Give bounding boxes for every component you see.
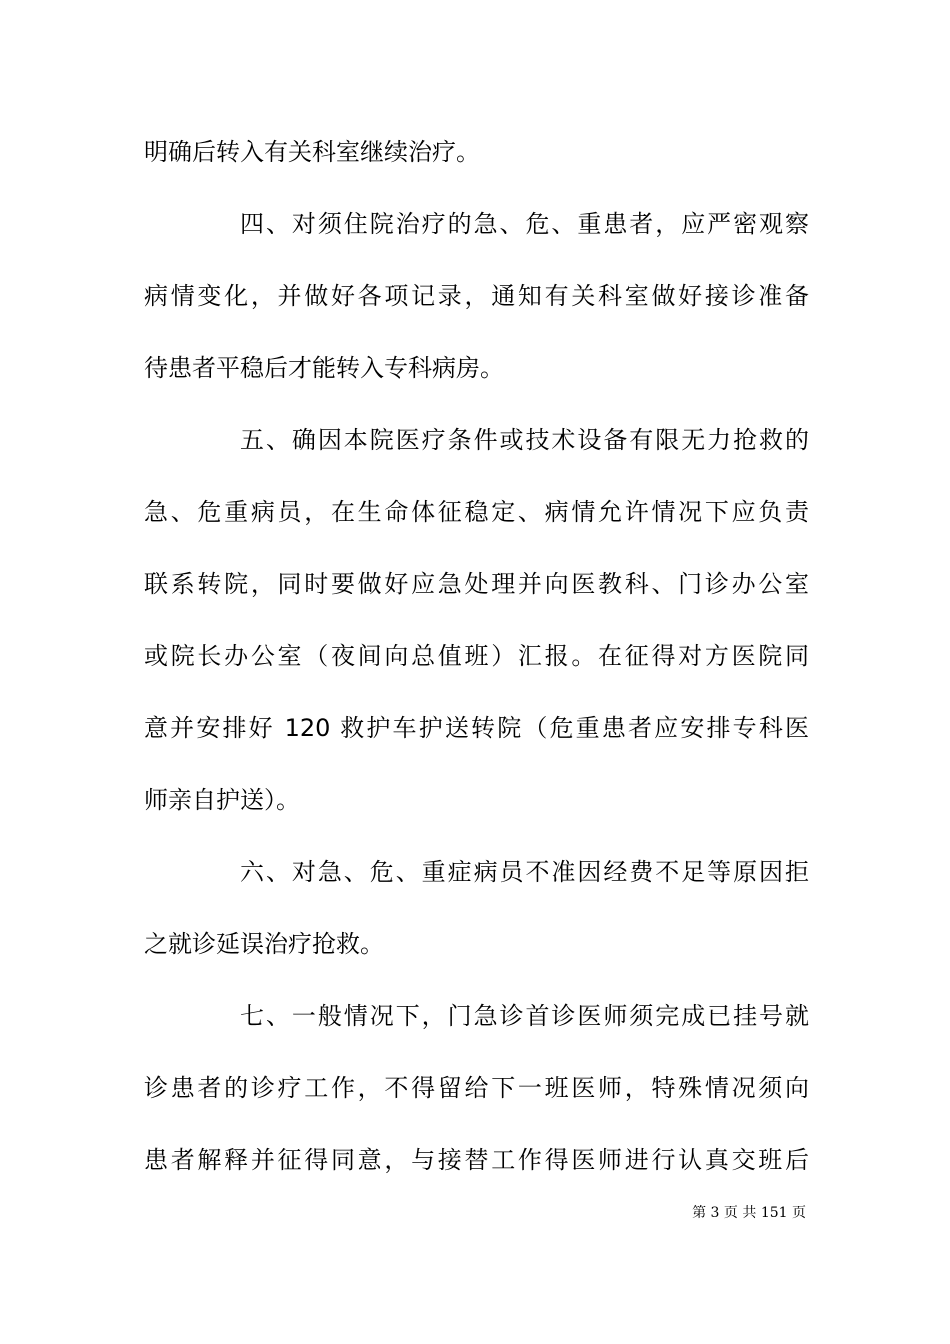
text-line: 五、确因本院医疗条件或技术设备有限无力抢救的 (240, 426, 809, 454)
text-line: 七、一般情况下，门急诊首诊医师须完成已挂号就 (240, 1002, 809, 1030)
page-number: 第 3 页 共 151 页 (692, 1205, 806, 1221)
text-line: 联系转院，同时要做好应急处理并向医教科、门诊办公室 (144, 570, 809, 598)
text-line: 六、对急、危、重症病员不准因经费不足等原因拒 (240, 858, 809, 886)
text-line: 之就诊延误治疗抢救。 (144, 930, 384, 958)
text-line: 病情变化，并做好各项记录，通知有关科室做好接诊准备 (144, 282, 809, 310)
text-line: 待患者平稳后才能转入专科病房。 (144, 354, 504, 382)
document-body (144, 124, 809, 1204)
text-line: 师亲自护送）。 (144, 786, 300, 814)
text-line: 急、危重病员，在生命体征稳定、病情允许情况下应负责 (144, 498, 809, 526)
text-line: 明确后转入有关科室继续治疗。 (144, 138, 480, 166)
text-line: 或院长办公室（夜间向总值班）汇报。在征得对方医院同 (144, 642, 809, 670)
text-line: 意并安排好 120 救护车护送转院（危重患者应安排专科医 (144, 714, 809, 742)
text-line: 患者解释并征得同意，与接替工作得医师进行认真交班后 (144, 1146, 809, 1174)
text-line: 四、对须住院治疗的急、危、重患者，应严密观察 (240, 210, 809, 238)
text-line: 诊患者的诊疗工作，不得留给下一班医师，特殊情况须向 (144, 1074, 809, 1102)
